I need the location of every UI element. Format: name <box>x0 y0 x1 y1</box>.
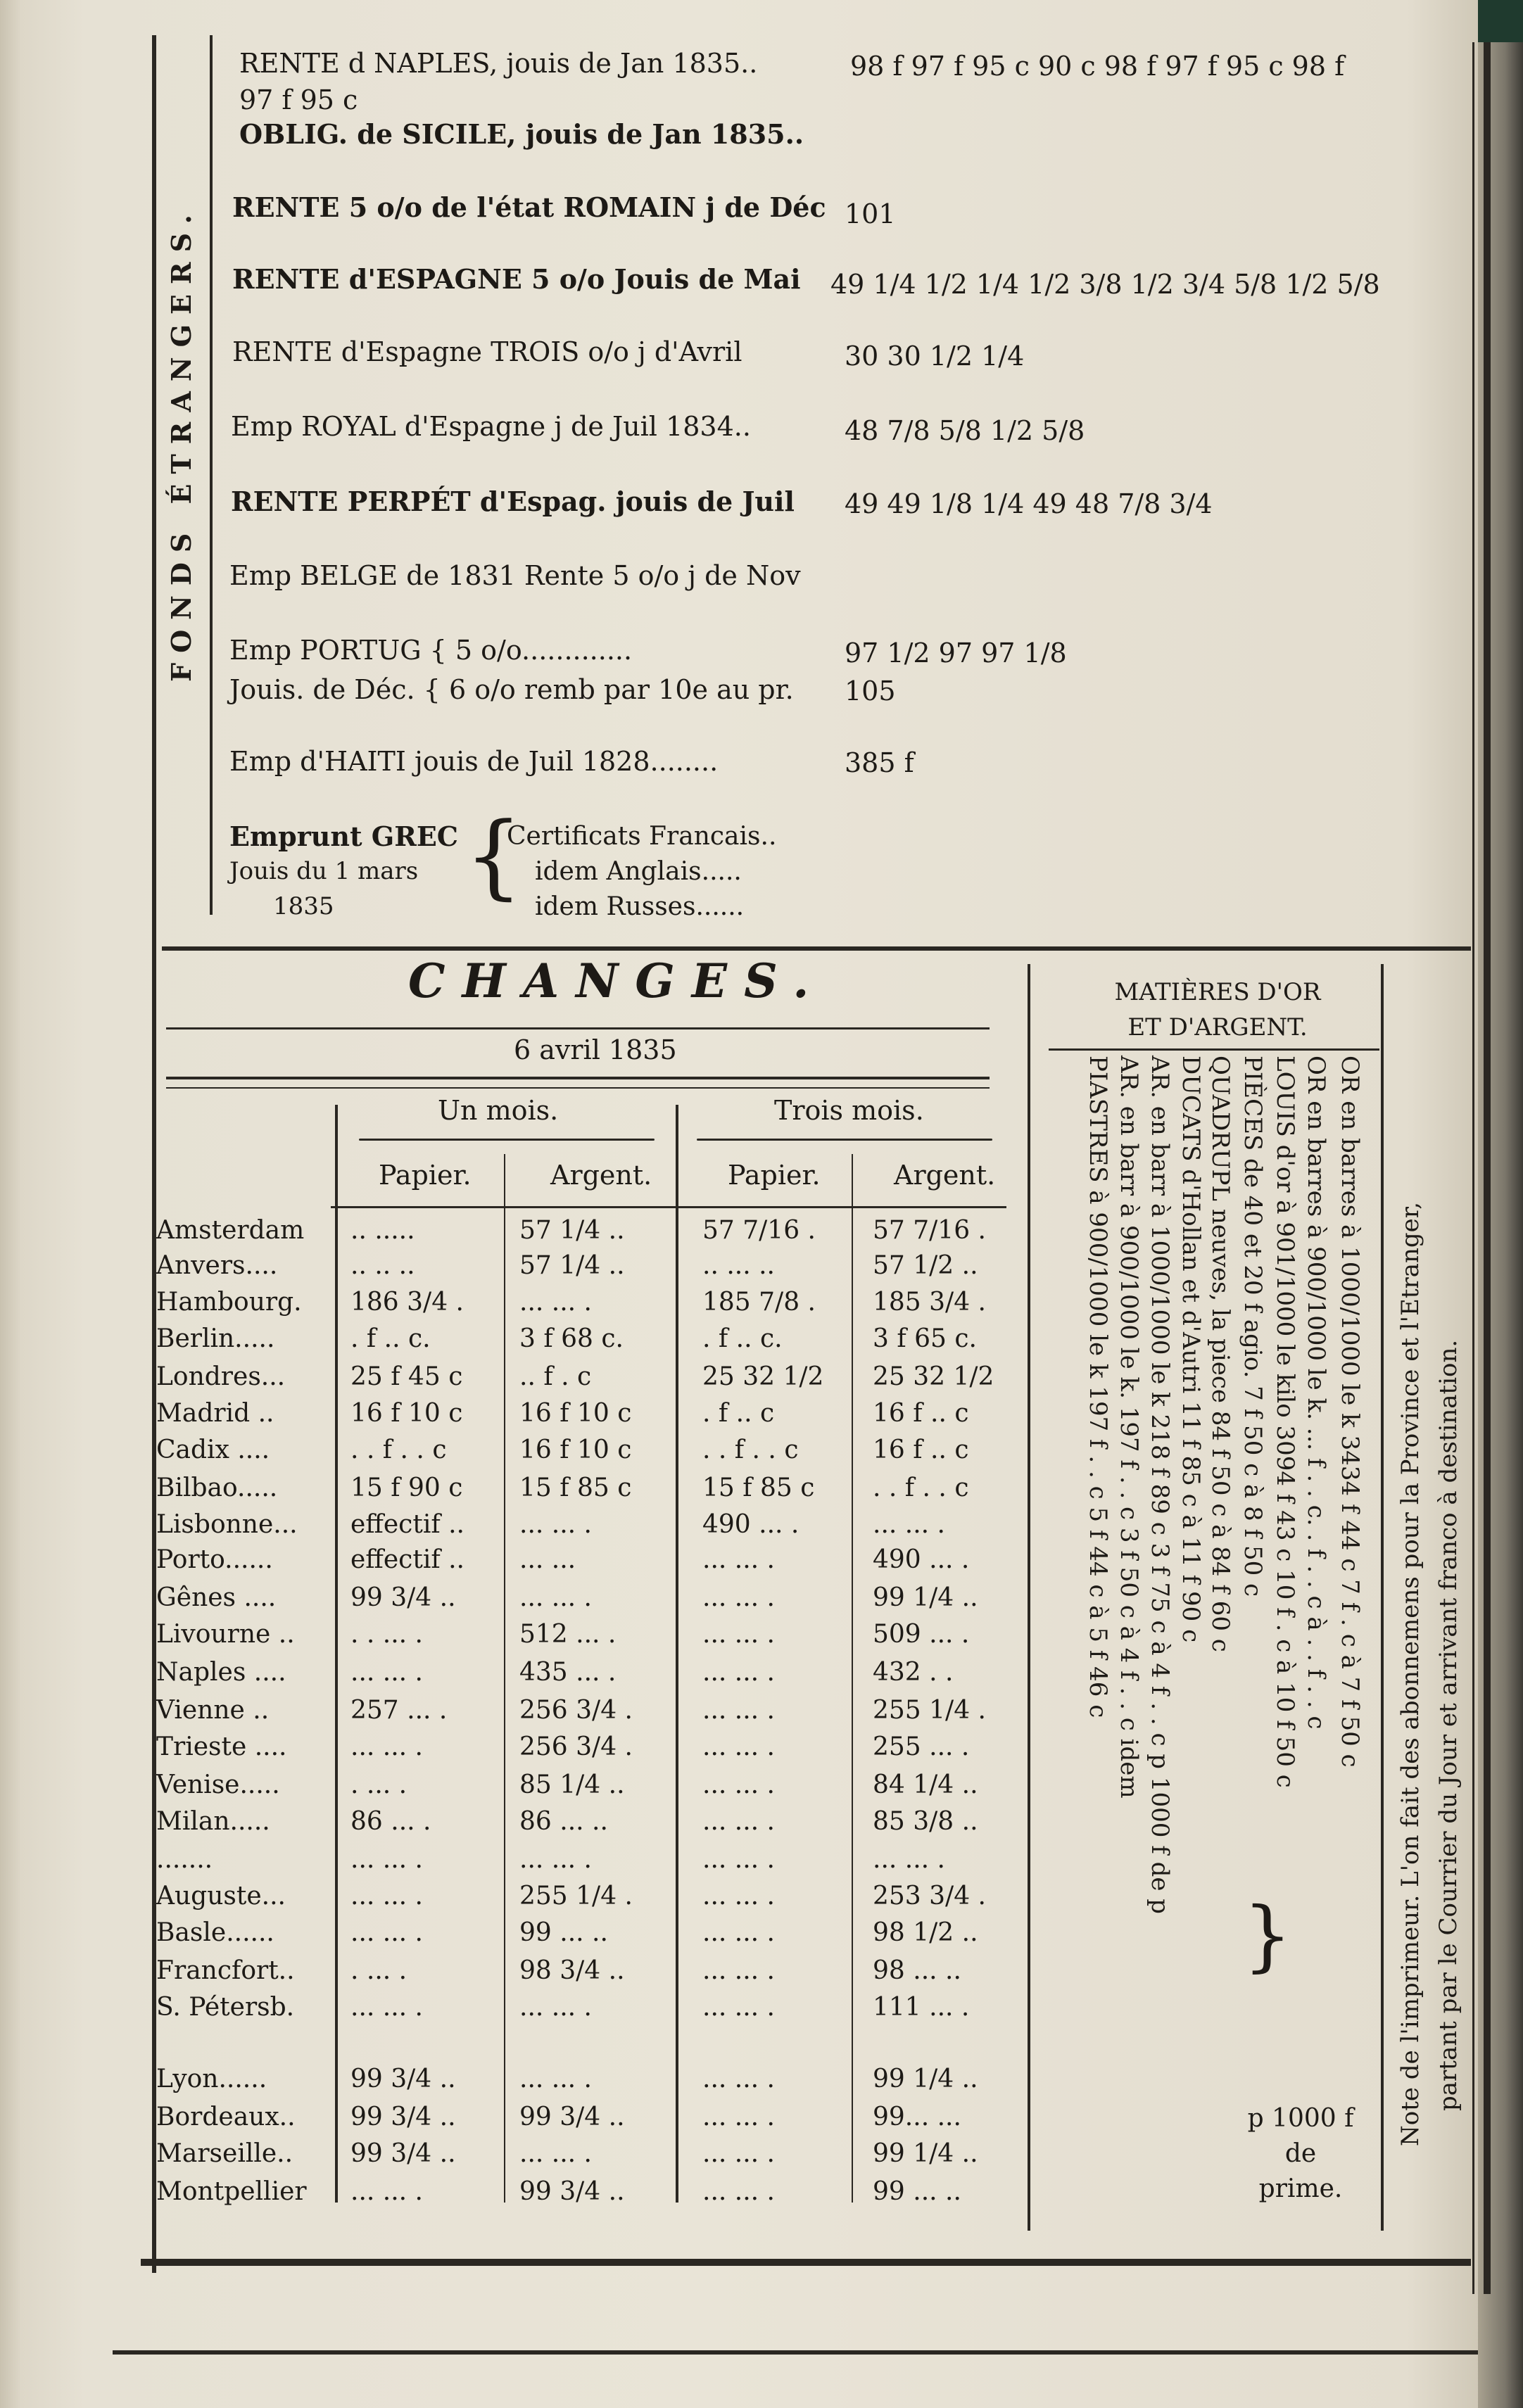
rate-cell: ... ... . <box>702 1807 775 1836</box>
rate-cell: 99 3/4 .. <box>350 2103 456 2131</box>
fund-values-naples: 98 f 97 f 95 c 90 c 98 f 97 f 95 c 98 f <box>850 51 1345 82</box>
city-name: Berlin..... <box>156 1324 275 1353</box>
metal-item: AR. en barr à 900/1000 le k. 197 f . . c 3 f 50 c à 4 f . . c idem <box>1115 1056 1143 1799</box>
side-label-fonds-etrangers: FONDS ÉTRANGERS. <box>165 205 197 682</box>
rate-cell: ... ... . <box>350 1882 423 1910</box>
grec-year: 1835 <box>273 892 334 920</box>
changes-rule-2 <box>166 1077 990 1079</box>
rate-cell: 98 ... .. <box>873 1956 961 1985</box>
rate-cell: 99 1/4 .. <box>873 2139 978 2168</box>
city-name: Porto...... <box>156 1545 273 1574</box>
city-name: S. Pétersb. <box>156 1993 295 2022</box>
rate-cell: 256 3/4 . <box>519 1696 633 1725</box>
grec-title: Emprunt GREC <box>229 820 459 852</box>
rate-cell: ... ... . <box>702 1583 775 1612</box>
fund-row-espagne-5: RENTE d'ESPAGNE 5 o/o Jouis de Mai <box>232 263 801 295</box>
rate-cell: 490 ... . <box>873 1545 970 1574</box>
rate-cell: 256 3/4 . <box>519 1732 633 1761</box>
rate-cell: 99 3/4 .. <box>350 2065 456 2093</box>
city-name: Vienne .. <box>156 1696 270 1725</box>
table-col-line-1 <box>335 1105 338 2203</box>
metal-item: QUADRUPL neuves, la piece 84 f 50 c à 84 f 60 c <box>1206 1056 1234 1652</box>
rate-cell: 99 3/4 .. <box>519 2177 625 2206</box>
fund-values-portug: 97 1/2 97 97 1/8 <box>845 638 1067 668</box>
group-trois-mois: Trois mois. <box>774 1095 924 1126</box>
rate-cell: 99 1/4 .. <box>873 1583 978 1612</box>
rate-cell: 86 ... .. <box>519 1807 608 1836</box>
rate-cell: effectif .. <box>350 1545 465 1574</box>
rate-cell: 99 ... .. <box>519 1918 608 1947</box>
rate-cell: 57 1/2 .. <box>873 1251 978 1280</box>
city-name: Milan..... <box>156 1807 270 1836</box>
city-name: Trieste .... <box>156 1732 287 1761</box>
fund-row-romain: RENTE 5 o/o de l'état ROMAIN j de Déc <box>232 191 826 223</box>
city-name: Lisbonne... <box>156 1510 298 1539</box>
rate-cell: ... ... . <box>350 1918 423 1947</box>
rate-cell: ... ... . <box>519 1288 592 1317</box>
city-name: Montpellier <box>156 2177 307 2206</box>
metals-rule <box>1049 1048 1379 1051</box>
fund-row-naples <box>239 48 757 79</box>
rate-cell: 99 3/4 .. <box>519 2103 625 2131</box>
city-name: Marseille.. <box>156 2139 293 2168</box>
rate-cell: 3 f 65 c. <box>873 1324 977 1353</box>
rate-cell: 99 ... .. <box>873 2177 961 2206</box>
rate-cell: ... ... . <box>702 1658 775 1687</box>
prime-line1: p 1000 f <box>1247 2104 1354 2133</box>
table-col-line-2 <box>504 1154 505 2203</box>
city-name: Venise..... <box>156 1770 280 1799</box>
rate-cell: ... ... . <box>702 1770 775 1799</box>
city-name: Londres... <box>156 1362 286 1391</box>
rate-cell: ... ... . <box>519 1510 592 1539</box>
rate-cell: ... ... . <box>702 1882 775 1910</box>
rate-cell: . ... . <box>350 1956 407 1985</box>
rate-cell: 185 3/4 . <box>873 1288 986 1317</box>
col-papier-2: Papier. <box>728 1160 821 1191</box>
changes-rule-1 <box>166 1027 990 1029</box>
rate-cell: 15 f 85 c <box>519 1474 632 1502</box>
rate-cell: effectif .. <box>350 1510 465 1539</box>
city-name: Basle...... <box>156 1918 274 1947</box>
rate-cell: ... ... . <box>519 1993 592 2022</box>
rate-cell: .. ... .. <box>702 1251 775 1280</box>
group-un-mois: Un mois. <box>438 1095 559 1126</box>
fund-row-sicile: OBLIG. de SICILE, jouis de Jan 1835.. <box>239 118 804 150</box>
rate-cell: ... ... . <box>702 1993 775 2022</box>
rate-cell: ... ... <box>519 1545 576 1574</box>
rate-cell: 253 3/4 . <box>873 1882 986 1910</box>
city-name: Naples .... <box>156 1658 286 1687</box>
rate-cell: ... ... . <box>702 1620 775 1649</box>
rate-cell: 255 1/4 . <box>519 1882 633 1910</box>
fund-row-royal: Emp ROYAL d'Espagne j de Juil 1834.. <box>231 411 751 442</box>
prime-line3: prime. <box>1258 2174 1343 2203</box>
rate-cell: 57 1/4 .. <box>519 1251 625 1280</box>
rate-cell: ... ... . <box>702 2065 775 2093</box>
rate-cell: .. .. .. <box>350 1251 415 1280</box>
rate-cell: ... ... . <box>702 1696 775 1725</box>
changes-date: 6 avril 1835 <box>514 1034 677 1065</box>
metals-right-line <box>1381 964 1384 2231</box>
rate-cell: .. f . c <box>519 1362 592 1391</box>
rate-cell: 255 ... . <box>873 1732 970 1761</box>
fund-values-espagne-5: 49 1/4 1/2 1/4 1/2 3/8 1/2 3/4 5/8 1/2 5/8 <box>830 269 1380 300</box>
rate-cell: 435 ... . <box>519 1658 617 1687</box>
rate-cell: ... ... . <box>702 1732 775 1761</box>
rate-cell: ... ... . <box>702 2103 775 2131</box>
city-name: Anvers.... <box>156 1251 278 1280</box>
metal-item: OR en barres à 1000/1000 le k 3434 f 44 c 7 f . c à 7 f 50 c <box>1336 1056 1364 1768</box>
col-papier-1: Papier. <box>379 1160 472 1191</box>
rate-cell: 85 3/8 .. <box>873 1807 978 1836</box>
fund-row-naples-cont: 97 f 95 c <box>239 84 358 115</box>
rate-cell: 186 3/4 . <box>350 1288 464 1317</box>
city-name: ....... <box>156 1845 213 1874</box>
rate-cell: 25 32 1/2 <box>702 1362 824 1391</box>
rate-cell: ... ... . <box>702 1956 775 1985</box>
rate-cell: ... ... . <box>350 1845 423 1874</box>
fund-values-royal: 48 7/8 5/8 1/2 5/8 <box>845 415 1085 446</box>
fund-row-espagne-3: RENTE d'Espagne TROIS o/o j d'Avril <box>232 336 742 367</box>
fund-values-perpet: 49 49 1/8 1/4 49 48 7/8 3/4 <box>845 488 1213 519</box>
rate-cell: ... ... . <box>350 1993 423 2022</box>
printer-note-line2: partant par le Courrier du Jour et arrivant franco à destination. <box>1434 1339 1462 2111</box>
header-rule <box>331 1206 1006 1208</box>
prime-line2: de <box>1284 2139 1317 2168</box>
metal-item: PIASTRES à 900/1000 le k 197 f . . c 5 f 44 c à 5 f 46 c <box>1084 1056 1112 1718</box>
rate-cell: 99 3/4 .. <box>350 2139 456 2168</box>
city-name: Cadix .... <box>156 1436 270 1464</box>
rate-cell: ... ... . <box>873 1510 945 1539</box>
metals-title <box>1070 975 1365 1045</box>
fund-row-portug-2: Jouis. de Déc. { 6 o/o remb par 10e au pr. <box>229 674 794 705</box>
rate-cell: 432 . . <box>873 1658 954 1687</box>
metals-title-line1: MATIÈRES D'OR <box>1114 978 1321 1006</box>
city-name: Auguste... <box>156 1882 286 1910</box>
frame-right-thick <box>1484 42 1491 2294</box>
city-name: Gênes .... <box>156 1583 277 1612</box>
rate-cell: 16 f .. c <box>873 1399 969 1428</box>
frame-right-thin <box>1472 42 1474 2294</box>
rate-cell: ... ... . <box>873 1845 945 1874</box>
changes-rule-3 <box>166 1087 990 1089</box>
city-name: Lyon...... <box>156 2065 267 2093</box>
rate-cell: .. ..... <box>350 1216 415 1245</box>
table-col-line-4 <box>852 1154 853 2203</box>
rate-cell: ... ... . <box>519 2139 592 2168</box>
metal-item: AR. en barr à 1000/1000 le k 218 f 89 c 3 f 75 c à 4 f . . c p 1000 f de p <box>1146 1056 1174 1915</box>
rate-cell: 57 7/16 . <box>702 1216 816 1245</box>
brace-trois-mois <box>697 1139 992 1141</box>
col-argent-2: Argent. <box>894 1160 996 1191</box>
rate-cell: 257 ... . <box>350 1696 448 1725</box>
metal-item: OR en barres à 900/1000 le k. ... f . . c. . f . . c à . . f . . c <box>1302 1056 1330 1730</box>
rate-cell: 490 ... . <box>702 1510 800 1539</box>
fund-values-romain: 101 <box>845 198 896 229</box>
metals-brace-1: } <box>1243 1890 1292 1980</box>
binding-tab <box>1478 0 1523 42</box>
city-name: Livourne .. <box>156 1620 295 1649</box>
fund-values-portug-2: 105 <box>845 676 896 706</box>
rate-cell: . ... . <box>350 1770 407 1799</box>
city-name: Bilbao..... <box>156 1474 278 1502</box>
rate-cell: 185 7/8 . <box>702 1288 816 1317</box>
grec-jouis: Jouis du 1 mars <box>229 857 419 885</box>
metals-title-line2: ET D'ARGENT. <box>1127 1013 1308 1041</box>
rate-cell: . f .. c. <box>702 1324 783 1353</box>
rate-cell: . . ... . <box>350 1620 423 1649</box>
city-name: Bordeaux.. <box>156 2103 296 2131</box>
grec-item-russes: idem Russes...... <box>535 892 745 921</box>
city-name: Madrid .. <box>156 1399 274 1428</box>
frame-left-outer <box>152 35 156 950</box>
rate-cell: ... ... . <box>519 1583 592 1612</box>
metal-item: PIÈCES de 40 et 20 f agio. 7 f 50 c à 8 f 50 c <box>1239 1056 1267 1597</box>
grec-brace: { <box>465 802 523 909</box>
rate-cell: . f .. c. <box>350 1324 431 1353</box>
rate-cell: 99... ... <box>873 2103 961 2131</box>
rate-cell: 25 32 1/2 <box>873 1362 994 1391</box>
metal-item: DUCATS d'Hollan et d'Autri 11 f 85 c à 11 f 90 c <box>1177 1056 1205 1643</box>
fund-values-espagne-3: 30 30 1/2 1/4 <box>845 341 1025 372</box>
rate-cell: 16 f 10 c <box>350 1399 463 1428</box>
rate-cell: 512 ... . <box>519 1620 617 1649</box>
rate-cell: 3 f 68 c. <box>519 1324 624 1353</box>
rate-cell: 57 1/4 .. <box>519 1216 625 1245</box>
table-col-line-3 <box>676 1105 678 2203</box>
fund-row-portug: Emp PORTUG { 5 o/o............. <box>229 635 633 666</box>
city-name: Francfort.. <box>156 1956 295 1985</box>
rate-cell: ... ... . <box>350 1658 423 1687</box>
changes-title: CHANGES. <box>408 953 826 1008</box>
fund-name: RENTE d NAPLES, jouis de Jan 1835.. <box>239 48 758 79</box>
city-name: Amsterdam <box>156 1216 305 1245</box>
rate-cell: ... ... . <box>702 2177 775 2206</box>
brace-un-mois <box>359 1139 655 1141</box>
rate-cell: ... ... . <box>702 1545 775 1574</box>
rate-cell: 98 3/4 .. <box>519 1956 625 1985</box>
rate-cell: ... ... . <box>702 1918 775 1947</box>
fund-row-belge: Emp BELGE de 1831 Rente 5 o/o j de Nov <box>229 560 801 591</box>
bottom-rule-2 <box>113 2350 1478 2355</box>
frame-left-inner <box>210 35 213 915</box>
rate-cell: 57 7/16 . <box>873 1216 986 1245</box>
fund-values-haiti: 385 f <box>845 747 914 778</box>
rate-cell: . . f . . c <box>350 1436 447 1464</box>
rate-cell: ... ... . <box>519 2065 592 2093</box>
rate-cell: ... ... . <box>519 1845 592 1874</box>
rate-cell: ... ... . <box>350 2177 423 2206</box>
rate-cell: . . f . . c <box>702 1436 799 1464</box>
rate-cell: 509 ... . <box>873 1620 970 1649</box>
rate-cell: 111 ... . <box>873 1993 970 2022</box>
rate-cell: ... ... . <box>350 1732 423 1761</box>
rate-cell: 16 f .. c <box>873 1436 969 1464</box>
grec-item-francais: Certificats Francais.. <box>507 822 777 851</box>
rate-cell: ... ... . <box>702 1845 775 1874</box>
metal-item: LOUIS d'or à 901/1000 le kilo 3094 f 43 c 10 f . c à 10 f 50 c <box>1271 1056 1299 1788</box>
table-col-line-5 <box>1028 964 1030 2231</box>
rate-cell: 99 1/4 .. <box>873 2065 978 2093</box>
rate-cell: 85 1/4 .. <box>519 1770 625 1799</box>
rate-cell: 16 f 10 c <box>519 1436 632 1464</box>
grec-item-anglais: idem Anglais..... <box>535 857 742 886</box>
rate-cell: 16 f 10 c <box>519 1399 632 1428</box>
fund-row-perpet: RENTE PERPÉT d'Espag. jouis de Juil <box>231 486 795 517</box>
section-divider <box>162 946 1471 951</box>
rate-cell: . . f . . c <box>873 1474 969 1502</box>
rate-cell: 86 ... . <box>350 1807 431 1836</box>
bottom-rule-1 <box>141 2259 1471 2266</box>
rate-cell: ... ... . <box>702 2139 775 2168</box>
rate-cell: 25 f 45 c <box>350 1362 463 1391</box>
rate-cell: 15 f 90 c <box>350 1474 463 1502</box>
col-argent-1: Argent. <box>550 1160 652 1191</box>
rate-cell: 255 1/4 . <box>873 1696 986 1725</box>
rate-cell: 84 1/4 .. <box>873 1770 978 1799</box>
printer-note-line1: Note de l'imprimeur. L'on fait des abonnemens pour la Province et l'Etranger, <box>1396 1201 1424 2146</box>
rate-cell: 99 3/4 .. <box>350 1583 456 1612</box>
rate-cell: . f .. c <box>702 1399 775 1428</box>
rate-cell: 15 f 85 c <box>702 1474 815 1502</box>
rate-cell: 98 1/2 .. <box>873 1918 978 1947</box>
city-name: Hambourg. <box>156 1288 302 1317</box>
fund-row-haiti: Emp d'HAITI jouis de Juil 1828........ <box>229 746 719 777</box>
